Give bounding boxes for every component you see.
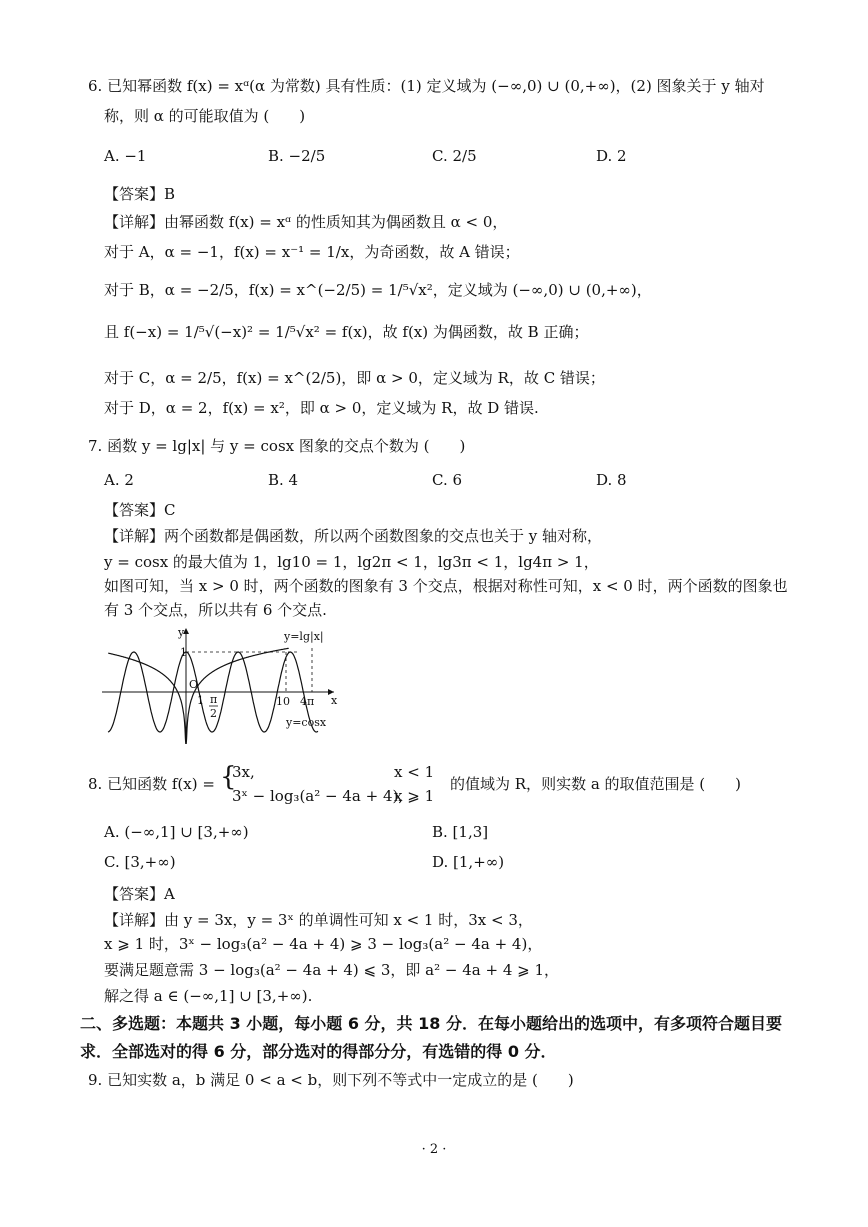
label-x: x — [331, 694, 338, 707]
q8-option-b: B. [1,3] — [432, 823, 489, 841]
q6-option-d: D. 2 — [596, 147, 627, 165]
q8-answer: 【答案】A — [104, 885, 175, 903]
q6-stem-line2: 称，则 α 的可能取值为 ( ) — [104, 107, 306, 125]
q8-detail-1: 【详解】由 y = 3x，y = 3ˣ 的单调性可知 x < 1 时，3x < 3， — [104, 911, 533, 929]
q6-detail-4: 且 f(−x) = 1/⁵√(−x)² = 1/⁵√x² = f(x)，故 f(x) 为偶函数，故 B 正确； — [104, 323, 589, 341]
label-origin: O — [189, 678, 199, 691]
q8-suffix: 的值域为 R，则实数 a 的取值范围是 ( ) — [450, 775, 742, 793]
q7-graph-figure — [100, 622, 340, 746]
q8-detail-3: 要满足题意需 3 − log₃(a² − 4a + 4) ⩽ 3，即 a² − 4a + 4 ⩾ 1， — [104, 961, 560, 979]
q7-option-a: A. 2 — [104, 471, 134, 489]
q7-answer: 【答案】C — [104, 501, 176, 519]
q6-detail-3: 对于 B，α = −2/5，f(x) = x^(−2/5) = 1/⁵√x²，定义域为 (−∞,0) ∪ (0,+∞)， — [104, 281, 652, 299]
label-one-y: 1 — [180, 646, 187, 659]
label-ten: 10 — [276, 695, 290, 708]
q8-case2-cond: x ⩾ 1 — [394, 787, 435, 805]
q6-option-a: A. −1 — [104, 147, 147, 165]
q7-detail-3: 如图可知，当 x > 0 时，两个函数的图象有 3 个交点，根据对称性可知，x < 0 时，两个函数的图象也 — [104, 577, 788, 595]
q6-detail-2: 对于 A，α = −1，f(x) = x⁻¹ = 1/x，为奇函数，故 A 错误； — [104, 243, 520, 261]
section2-heading-line1: 二、多选题：本题共 3 小题，每小题 6 分，共 18 分．在每小题给出的选项中，有多项符合题目要 — [80, 1014, 782, 1033]
label-cos-curve: y=cosx — [286, 716, 327, 729]
q8-option-c: C. [3,+∞) — [104, 853, 176, 871]
q6-option-c: C. 2/5 — [432, 147, 477, 165]
q7-detail-1: 【详解】两个函数都是偶函数，所以两个函数图象的交点也关于 y 轴对称， — [104, 527, 603, 545]
q6-stem-line1: 6. 已知幂函数 f(x) = xᵅ(α 为常数) 具有性质：(1) 定义域为 (−∞,0) ∪ (0,+∞)，(2) 图象关于 y 轴对 — [88, 77, 765, 95]
q8-detail-2: x ⩾ 1 时，3ˣ − log₃(a² − 4a + 4) ⩾ 3 − log₃(a² − 4a + 4)， — [104, 935, 543, 953]
label-4pi: 4π — [300, 695, 315, 708]
q7-detail-4: 有 3 个交点，所以共有 6 个交点. — [104, 601, 327, 619]
q8-case1: 3x, — [232, 763, 255, 781]
label-lg-curve: y=lg|x| — [284, 630, 324, 643]
q6-answer: 【答案】B — [104, 185, 176, 203]
page-number: · 2 · — [421, 1142, 447, 1157]
q8-detail-4: 解之得 a ∈ (−∞,1] ∪ [3,+∞). — [104, 987, 313, 1005]
q8-option-a: A. (−∞,1] ∪ [3,+∞) — [104, 823, 249, 841]
q6-detail-1: 【详解】由幂函数 f(x) = xᵅ 的性质知其为偶函数且 α < 0， — [104, 213, 508, 231]
q8-case1-cond: x < 1 — [394, 763, 435, 781]
q7-detail-2: y = cosx 的最大值为 1，lg10 = 1，lg2π < 1，lg3π < 1，lg4π > 1， — [104, 553, 599, 571]
q8-case2: 3ˣ − log₃(a² − 4a + 4), — [232, 787, 404, 805]
q8-brace: { — [220, 762, 237, 792]
label-pi-over-2-num: π — [210, 693, 218, 706]
q8-prefix: 8. 已知函数 f(x) = — [88, 775, 215, 793]
q6-detail-6: 对于 D，α = 2，f(x) = x²，即 α > 0，定义域为 R，故 D 错误. — [104, 399, 539, 417]
label-one-x: 1 — [197, 694, 204, 707]
q7-option-b: B. 4 — [268, 471, 299, 489]
q9-stem: 9. 已知实数 a，b 满足 0 < a < b，则下列不等式中一定成立的是 ( ) — [88, 1071, 574, 1089]
q8-option-d: D. [1,+∞) — [432, 853, 505, 871]
q6-detail-5: 对于 C，α = 2/5，f(x) = x^(2/5)，即 α > 0，定义域为 R，故 C 错误； — [104, 369, 605, 387]
q7-stem: 7. 函数 y = lg|x| 与 y = cosx 图象的交点个数为 ( ) — [88, 437, 466, 455]
label-y: y — [178, 626, 185, 639]
q6-option-b: B. −2/5 — [268, 147, 326, 165]
q7-option-d: D. 8 — [596, 471, 627, 489]
q7-option-c: C. 6 — [432, 471, 463, 489]
label-pi-over-2-den: 2 — [210, 707, 217, 720]
section2-heading-line2: 求．全部选对的得 6 分，部分选对的得部分分，有选错的得 0 分． — [80, 1042, 557, 1061]
